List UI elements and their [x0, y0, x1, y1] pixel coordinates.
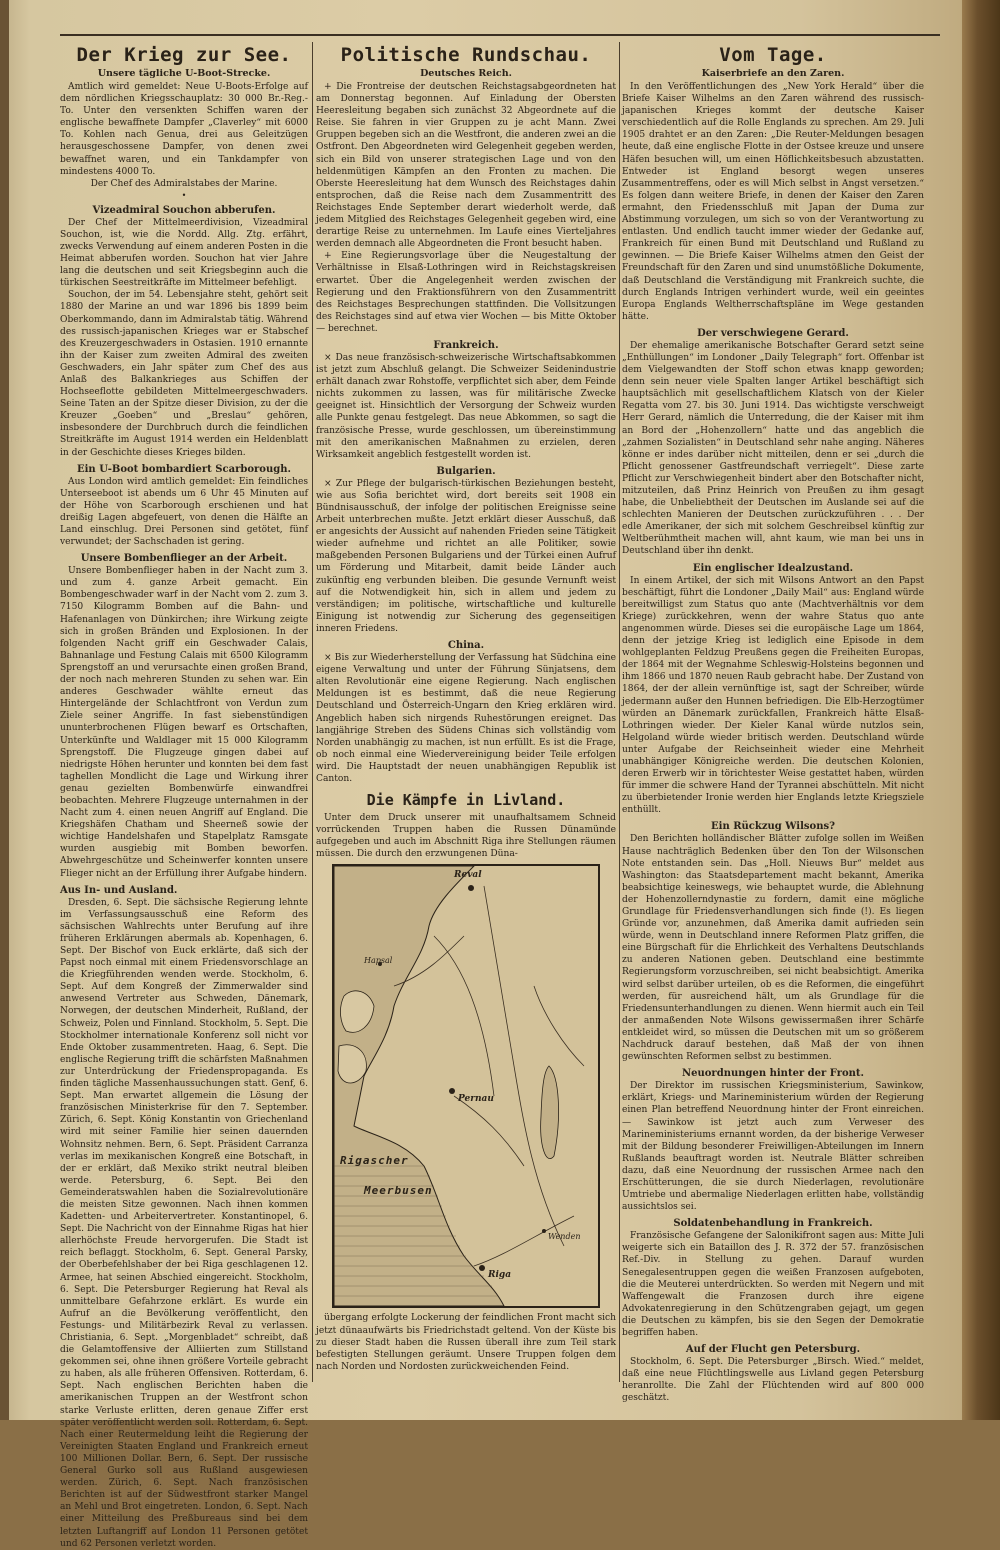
article-text: Den Berichten holländischer Blätter zufolge sollen im Weißen Hause nachträglich Bedenken über den Ton der Wilsonschen Note entstanden sein. Das „Holl. Nieuws Bur“ meldet aus Washington: das Staatsdepartement macht bekannt, Amerika beabsichtige keineswegs, wie behauptet wurde, die Ablehnung der Hohenzollerndynastie zu fordern, damit eine mögliche Grundlage für Friedensverhandlungen sich finde (!). Es liegen Gründe vor, anzunehmen, daß Amerika damit aufrieden sein würde, wenn in Deutschland innere Reformen Platz griffen, die eine Bürgschaft für die Ehrlichkeit des Verhaltens Deutschlands zu anderen Nationen geben. Deutschland eine bestimmte Regierungsform vorzuschreiben, sei nicht beabsichtigt. Amerika wird selbst darüber urteilen, ob es die Reformen, die eingeführt werden, für ausreichend hält, um als Grundlage für die Friedensunterhandlungen zu dienen. Wenn hiermit auch ein Teil der anmaßenden Note Wilsons gewissermaßen ihrer Schärfe entkleidet wird, so müssen die Deutschen mit um so größerem Nachdruck darauf bestehen, daß Maß der von ihnen gewünschten Reformen selbst zu bestimmen.	[622, 834, 924, 1063]
map-label-pernau: Pernau	[458, 1094, 494, 1105]
article-text: Dresden, 6. Sept. Die sächsische Regierung lehnte im Verfassungsausschuß eine Reform des sächsischen Wahlrechts unter Berufung auf ihre früheren Erklärungen abermals ab. Kopenhagen, 6. Sept. Der Bischof von Euck erklärte, daß sich der Papst noch einmal mit einem Friedensvorschlage an die Kriegführenden wenden werde. Stockholm, 6. Sept. Auf dem Kongreß der Zimmerwalder sind anwesend Vertreter aus Schweden, Dänemark, Norwegen, der deutschen Minderheit, Rußland, der Schweiz, Polen und Finnland. Stockholm, 5. Sept. Die Stockholmer internationale Konferenz soll nicht vor Ende Oktober zusammentreten. Haag, 6. Sept. Die englische Regierung trifft die schärfsten Maßnahmen zur Unterdrückung der Friedenspropaganda. Es finden tägliche Massenhaussuchungen statt. Genf, 6. Sept. Man erwartet allgemein die Lösung der französischen Ministerkrise für den 7. September. Zürich, 6. Sept. König Konstantin von Griechenland wird mit seiner Familie hier seinen dauernden Wohnsitz nehmen. Bern, 6. Sept. Präsident Carranza verlas im mexikanischen Kongreß eine Botschaft, in der er erklärt, daß Mexiko strikt neutral bleiben werde. Petersburg, 6. Sept. Bei den Gemeinderatswahlen haben die Sozialrevolutionäre die meisten Sitze gewonnen. Nach ihnen kommen Kadetten- und Arbeitervertreter. Konstantinopel, 6. Sept. Die Nachricht von der Einnahme Rigas hat hier allerhöchste Freude hervorgerufen. Die Stadt ist reich beflaggt. Stockholm, 6. Sept. General Parsky, der Oberbefehlshaber der bei Riga geschlagenen 12. Armee, hat seinen Abschied eingereicht. Stockholm, 6. Sept. Die Petersburger Regierung hat Reval als unmittelbare Gefahrzone erklärt. Es wurde ein Aufruf an die Bevölkerung veröffentlicht, den Festungs- und Militärbezirk Reval zu verlassen. Christiania, 6. Sept. „Morgenbladet“ schreibt, daß die Gelamtoffensive der Alliierten zum Stillstand gekommen sei, ohne ihnen größere Vorteile gebracht zu haben, als alle früheren Offensiven. Rotterdam, 6. Sept. Nach englischen Berichten haben die amerikanischen Truppen an der Westfront schon starke Verluste erlitten, deren genaue Ziffer erst später veröffentlicht werden soll. Rotterdam, 6. Sept. Nach einer Reutermeldung leiht die Regierung der Vereinigten Staaten England und Frankreich erneut 100 Millionen Dollar. Bern, 6. Sept. Der russische General Gurko soll aus Rußland ausgewiesen werden. Zürich, 6. Sept. Nach französischen Berichten ist auf der Südwestfront starker Mangel an Mehl und Brot eingetreten. London, 6. Sept. Nach einer Mitteilung des Preßbureaus sind bei dem letzten Luftangriff auf London 11 Personen getötet und 62 Personen verletzt worden.	[60, 897, 308, 1549]
section-heading: Der Krieg zur See.	[76, 44, 292, 66]
article-title: Soldatenbehandlung in Frankreich.	[673, 1218, 873, 1230]
column-rule-1	[312, 42, 313, 1382]
article-text: Unsere Bombenflieger haben in der Nacht zum 3. und zum 4. ganze Arbeit gemacht. Ein Bombengeschwader warf in der Nacht vom 2. zum 3. 7150 Kilogramm Bomben auf die Bahn- und Hafenanlagen von Dünkirchen; ihre Wirkung zeigte sich in großen Bränden und Explosionen. In der folgenden Nacht griff ein Geschwader Calais, Bahnanlage und Festung Calais mit 6500 Kilogramm Sprengstoff an und verursachte einen großen Brand, der noch nach mehreren Stunden zu sehen war. Ein anderes Geschwader wählte erneut das Hintergelände der Schlachtfront von Verdun zum Ziele seiner Angriffe. In fast siebenstündigen ununterbrochenen Flügen bewarf es Ortschaften, Unterkünfte und Waldlager mit 15 000 Kilogramm Sprengstoff. Die Flugzeuge gingen dabei auf niedrigste Höhen herunter und konnten bei dem fast taghellen Mondlicht die Lage und Wirkung ihrer genau gezielten Bombenwürfe einwandfrei beobachten. Mehrere Flugzeuge unternahmen in der Nacht zum 4. einen neuen Angriff auf England. Die Kriegshäfen Chatham und Sheerneß sowie der wichtige Handelshafen und Stapelplatz Ramsgate wurden ausgiebig mit Bomben beworfen. Abwehrgeschütze und Scheinwerfer konnten unsere Flieger nicht an der Erfüllung ihrer Aufgabe hindern.	[60, 566, 308, 879]
article-title: Auf der Flucht gen Petersburg.	[685, 1344, 861, 1356]
article-text: + Eine Regierungsvorlage über die Neugestaltung der Verhältnisse in Elsaß-Lothringen wird in Reichstagskreisen erwartet. Über die Angelegenheit werden zwischen der Regierung und den Fraktionsführern von den Zusammentritt des Reichstages Besprechungen stattfinden. Die Vollsitzungen des Reichstages sind auf etwa vier Wochen — bis Mitte Oktober — berechnet.	[316, 251, 616, 334]
article-title: Aus In- und Ausland.	[60, 884, 178, 896]
column-vom-tage	[622, 40, 924, 1402]
article-text: × Zur Pflege der bulgarisch-türkischen Beziehungen besteht, wie aus Sofia berichtet wird, dort bereits seit 1908 ein Bündnisausschuß, der infolge der politischen Ereignisse seine Arbeit unterbrechen mußte. Jetzt erklärt dieser Ausschuß, daß er angesichts der Aussicht auf nahenden Frieden seine Tätigkeit wieder aufnehme und richtet an alle Politiker, sowie maßgebenden Personen Bulgariens und der Türkei einen Aufruf um Förderung und Mitarbeit, damit beide Länder auch zukünftig eng verbunden bleiben. Die gesunde Vernunft weist auf die Notwendigkeit hin, sich in allem und jedem zu verständigen; im politische, wirtschaftliche und kulturelle Einigung ist notwendig zur Sicherung des gegenseitigen inneren Friedens.	[316, 478, 616, 634]
region-title: Bulgarien.	[436, 465, 496, 477]
article-text: Aus London wird amtlich gemeldet: Ein feindliches Unterseeboot ist abends um 6 Uhr 45 Minuten auf der Höhe von Scarborough erschienen und hat dreißig Lagen abgefeuert, von denen die Hälfte an Land einschlug. Drei Personen sind getötet, fünf verwundet; der Sachschaden ist gering.	[60, 476, 308, 548]
book-binding	[962, 0, 1000, 1420]
top-rule	[60, 34, 940, 36]
article-title: Ein Rückzug Wilsons?	[711, 821, 835, 833]
article-text: Französische Gefangene der Salonikifront sagen aus: Mitte Juli weigerte sich ein Bataillon des J. R. 372 der 57. französischen Ref.-Div. in Stellung zu gehen. Darauf wurden Senegalesentruppen gegen die weißen Franzosen aufgeboten, die die Meuterei unterdrückten. So werden mit Negern und mit Waffengewalt die Franzosen durch ihre eigene Advokatenregierung in den Schützengraben gejagt, um gegen die Deutschen zu kämpfen, bis sie den Segen der Demokratie begriffen haben.	[622, 1231, 924, 1338]
column-rule-2	[619, 42, 620, 1382]
column-krieg-zur-see	[60, 40, 308, 1549]
article-title: Ein englischer Idealzustand.	[692, 562, 854, 574]
livland-map	[332, 864, 600, 1308]
article-text: × Bis zur Wiederherstellung der Verfassung hat Südchina eine eigene Verwaltung und unter der Führung Sünjatsens, dem alten Revolutionär eine eigene Regierung. Nach englischen Meldungen ist es bestimmt, daß die neue Regierung Deutschland und Österreich-Ungarn den Krieg erklären wird. Angeblich haben sich nirgends Ruhestörungen ereignet. Das langjährige Streben des Südens Chinas sich vollständig vom Norden unabhängig zu machen, ist nun erfüllt. Es ist die Frage, ob noch einmal eine Wiedervereinigung beider Teile erfolgen wird. Die Hauptstadt der neuen unabhängigen Republik ist Canton.	[316, 653, 616, 784]
section-heading: Vom Tage.	[719, 44, 827, 66]
separator-star: •	[181, 190, 187, 200]
article-text: In den Veröffentlichungen des „New York Herald“ über die Briefe Kaiser Wilhelms an den Zaren während des russisch-japanischen Krieges kommt der deutsche Kaiser verschiedentlich auf die Rolle Englands zu sprechen. Am 29. Juli 1905 drahtet er an den Zaren: „Die Reuter-Meldungen besagen heute, daß eine englische Flotte in der Ostsee kreuze und unsere Häfen besuchen will, um einen Höflichkeitsbesuch abzustatten. Entweder ist England besorgt wegen unseres Zusammentreffens, oder es will Mich selbst in Angst versetzen.“ Es folgen dann weitere Briefe, in denen der Kaiser den Zaren ermahnt, den Friedensschluß mit Japan der Duma zur Abstimmung vorzulegen, um sich so von der Verantwortung zu entlasten. Und endlich taucht immer wieder der Gedanke auf, Frankreich für einen Bund mit Deutschland und Rußland zu gewinnen. — Die Briefe Kaiser Wilhelms atmen den Geist der Freundschaft für den Zaren und sind unumstößliche Dokumente, daß Deutschland die Verständigung mit Frankreich suchte, die durch Englands Intrigen verhindert wurde, weil ein geeintes Europa Englands Weltherrschaftspläne im Wege gestanden hätte.	[622, 82, 924, 322]
article-title: Der verschwiegene Gerard.	[697, 327, 849, 339]
column-politische-rundschau	[316, 40, 616, 1402]
article-text: Der Chef der Mittelmeerdivision, Vizeadmiral Souchon, ist, wie die Nordd. Allg. Ztg. erfährt, zwecks Verwendung auf einem anderen Posten in die Heimat abberufen worden. Souchon hat vier Jahre lang die deutschen und seit Kriegsbeginn auch die türkischen Seestreitkräfte im Mittelmeer befehligt.	[60, 217, 308, 289]
region-title: China.	[447, 640, 485, 652]
map-label-hapsal: Hapsal	[364, 956, 393, 966]
article-text: übergang erfolgte Lockerung der feindlichen Front macht sich jetzt dünaaufwärts bis Friedrichstadt geltend. Von der Küste bis zu dieser Stadt haben die Russen überall ihre zum Teil stark befestigten Stellungen geräumt. Unsere Truppen folgen dem nach Norden und Nordosten zurückweichenden Feind.	[316, 1313, 616, 1372]
article-text: Unter dem Druck unserer mit unaufhaltsamem Schneid vorrückenden Truppen haben die Russen Dünamünde aufgegeben und auch im Abschnitt Riga ihre Stellungen räumen müssen. Die durch den erzwungenen Düna-	[316, 813, 616, 860]
map-label-reval: Reval	[454, 870, 482, 881]
map-article-heading: Die Kämpfe in Livland.	[366, 791, 566, 810]
article-text: Der Direktor im russischen Kriegsministerium, Sawinkow, erklärt, Kriegs- und Marineministerium würden der Regierung einen Plan betreffend Neuordnung hinter der Front einreichen. — Sawinkow ist jetzt auch zum Verweser des Marineministeriums ernannt worden, da der bisherige Verweser mit der Bildung besonderer Freiwilligen-Abteilungen im Innern Rußlands beauftragt worden ist. Neutrale Blätter schreiben dazu, daß eine Neuordnung der russischen Armee nach den Erschütterungen, die sie durch Niederlagen, revolutionäre Umtriebe und abermalige Niederlagen erlitten habe, vollständig aussichtslos sei.	[622, 1081, 924, 1213]
article-text: Amtlich wird gemeldet: Neue U-Boots-Erfolge auf dem nördlichen Kriegsschauplatz: 30 000 Br.-Reg.-To. Unter den versenkten Schiffen waren der englische bewaffnete Dampfer „Claverley“ mit 6000 To. Kohlen nach Genua, drei aus Geleitzügen herausgeschossene Dampfer, von denen zwei bewaffnet waren, und ein Tankdampfer von mindestens 4000 To.	[60, 82, 308, 177]
region-title: Deutsches Reich.	[420, 68, 512, 79]
article-title: Kaiserbriefe an den Zaren.	[701, 68, 845, 79]
article-text: Der ehemalige amerikanische Botschafter Gerard setzt seine „Enthüllungen“ im Londoner „Daily Telegraph“ fort. Offenbar ist dem Vielgewandten der Stoff schon etwas knapp geworden; denn sein neuer viele Spalten langer Artikel beschäftigt sich hauptsächlich mit gesellschaftlichem Klatsch von der Kieler Regatta vom 27. bis 30. Juni 1914. Das wichtigste verschweigt Herr Gerard, nämlich die Unterredung, die der Kaiser mit ihm an Bord der „Hohenzollern“ hatte und das angeblich die „zahmen Sozialisten“ in Deutschland sehr nahe anging. Näheres könne er indes darüber nicht mitteilen, denn er sei „durch die Pflicht genossener Gastfreundschaft verriegelt“. Diese zarte Pflicht zur Verschwiegenheit bindert aber den Botschafter nicht, mitzuteilen, daß Prinz Heinrich von Preußen zu ihm gesagt habe, die Unbeliebtheit der Deutschen im Auslande sei auf die schlechten Manieren der Deutschen zurückzuführen . . . Der edle Amerikaner, der sich mit solchem Geschreibsel künftig zur Weltberühmtheit machen will, ahnt kaum, wie man bei uns in Deutschland über ihn denkt.	[622, 340, 924, 557]
article-text: Souchon, der im 54. Lebensjahre steht, gehört seit 1880 der Marine an und war 1896 bis 1899 beim Oberkommando, dann im Admiralstab tätig. Während des russisch-japanischen Krieges war er Stabschef des Kreuzergeschwaders in Ostasien. 1910 ernannte ihn der Kaiser zum zweiten Admiral des zweiten Geschwaders, ein Jahr später zum Chef des aus Anlaß des Balkankrieges aus Schiffen der Hochseeflotte gebildeten Mittelmeergeschwaders. Seine Taten an der Spitze dieser Division, zu der die Kreuzer „Goeben“ und „Breslau“ gehören, insbesondere der Durchbruch durch die feindlichen Streitkräfte im August 1914 werden ein Heldenblatt in der Geschichte dieses Krieges bilden.	[60, 290, 308, 458]
article-text: Stockholm, 6. Sept. Die Petersburger „Birsch. Wied.“ meldet, daß eine neue Flüchtlingswelle aus Livland gegen Petersburg heranrollte. Die Zahl der Flüchtenden wird auf 800 000 geschätzt.	[622, 1357, 924, 1404]
region-title: Frankreich.	[433, 339, 499, 351]
article-text: + Die Frontreise der deutschen Reichstagsabgeordneten hat am Donnerstag begonnen. Auf Einladung der Obersten Heeresleitung begaben sich zunächst 32 Abgeordnete auf die Reise. Sie fahren in vier Gruppen zu je acht Mann. Zwei Gruppen begeben sich an die Westfront, die anderen zwei an die Ostfront. Den Abgeordneten wird Gelegenheit gegeben werden, sich ein Bild von unserer strategischen Lage und von den heldenmütigen Kämpfen an den Fronten zu machen. Die Oberste Heeresleitung hat dem Wunsch des Reichstages dahin entsprochen, daß die Reise nach dem Zusammentritt des Reichstages Ende September derart wiederholt werde, daß jedem Mitglied des Reichstages Gelegenheit gegeben wird, eine derartige Reise zu unternehmen. Im Laufe eines Vierteljahres werden demnach alle Abgeordneten die Front besucht haben.	[316, 82, 616, 250]
article-title: Ein U-Boot bombardiert Scarborough.	[77, 463, 291, 475]
article-signature: Der Chef des Admiralstabes der Marine.	[90, 178, 278, 189]
article-text: In einem Artikel, der sich mit Wilsons Antwort an den Papst beschäftigt, führt die Londoner „Daily Mail“ aus: England würde bereitwilligst zum Status quo ante (Machtverhältnis vor dem Kriege) zurückkehren, wenn der wahre Status quo ante angenommen würde. Dieses sei die europäische Lage um 1864, denn der jetzige Krieg ist lediglich eine Episode in dem wohlgeplanten Feldzug Preußens gegen die Freiheiten Europas, der 1864 mit der Wegnahme Schleswig-Holsteins begonnen und ihm 1866 und 1870 neuen Raub gebracht habe. Der Zustand von 1864, der der allein vernünftige ist, sagt der Schreiber, würde jedermann außer den Hunnen befriedigen. Die Elb-Herzogtümer würden an Dänemark zurückfallen, Frankreich hätte Elsaß-Lothringen wieder. Der Kieler Kanal würde nutzlos sein, Helgoland würde wieder britisch werden. Deutschland würde unter Aufgabe der Reichseinheit wieder eine Mehrheit unabhängiger Königreiche werden. Die deutschen Kolonien, deren Erwerb wir in törichtester Weise gestattet haben, würden für immer die schwere Hand der Tyrannei abschütteln. Mit nicht zu überbietender Ironie werden hier Englands letzte Kriegsziele enthüllt.	[622, 575, 924, 816]
left-page-edge	[0, 0, 9, 1420]
section-heading: Politische Rundschau.	[340, 44, 592, 66]
article-title: Unsere Bombenflieger an der Arbeit.	[80, 553, 288, 565]
article-title: Vizeadmiral Souchon abberufen.	[92, 204, 276, 216]
article-text: × Das neue französisch-schweizerische Wirtschaftsabkommen ist jetzt zum Abschluß gelangt. Die Schweizer Seidenindustrie erhält danach zwar Rohstoffe, verpflichtet sich aber, dem Feinde nichts zukommen zu lassen, was für militärische Zwecke geeignet ist. Hinsichtlich der Versorgung der Schweiz wurden alle Punkte genau festgelegt. Das neue Abkommen, so sagt die französische Presse, wurde geschlossen, um übereinstimmung mit den amerikanischen Maßnahmen zu erzielen, deren Wirksamkeit angeblich festgestellt worden ist.	[316, 352, 616, 460]
map-label-wenden: Wenden	[548, 1232, 581, 1242]
map-label-riga: Riga	[488, 1270, 512, 1281]
article-title: Neuordnungen hinter der Front.	[681, 1068, 865, 1080]
map-label-meerbusen: Meerbusen	[364, 1184, 433, 1198]
article-title: Unsere tägliche U-Boot-Strecke.	[97, 68, 271, 79]
map-label-rigascher: Rigascher	[340, 1154, 409, 1168]
